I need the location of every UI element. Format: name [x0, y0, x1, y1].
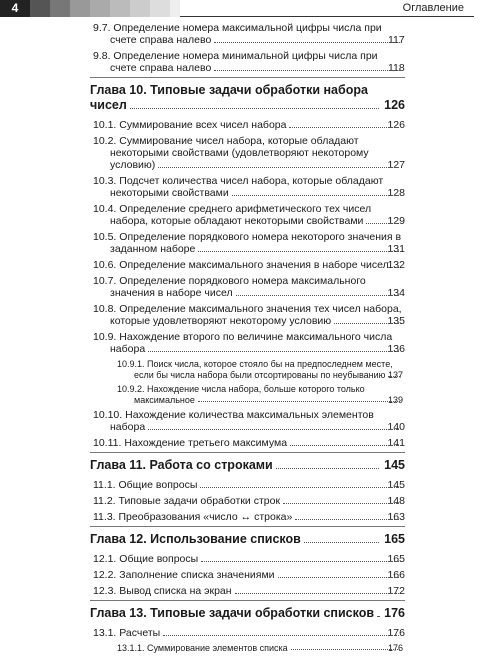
toc-entry-title: 10.11. Нахождение третьего максимума: [93, 437, 288, 449]
toc-section-entry: [0, 231, 500, 256]
toc-page-number: 145: [384, 458, 405, 472]
toc-section-entry: [0, 259, 500, 272]
toc-dot-leader: [366, 223, 399, 224]
toc-entry-title: 11.3. Преобразования «число ↔ строка»: [93, 511, 293, 523]
toc-entry-title: 11.2. Типовые задачи обработки строк: [93, 495, 281, 507]
chapter-separator: [90, 452, 405, 453]
toc-dot-leader: [235, 593, 400, 594]
header-rule: [180, 16, 474, 17]
toc-entry-title: 10.9. Нахождение второго по величине максимального числа набора: [93, 331, 393, 355]
toc-section-entry: [0, 585, 500, 598]
toc-section-entry: [0, 479, 500, 492]
toc-dot-leader: [201, 561, 399, 562]
toc-entry-title: 10.4. Определение среднего арифметического тех чисел набора, которые обладают некоторыми свойствами: [93, 203, 372, 227]
toc-dot-leader: [130, 108, 379, 109]
header-gradient-block: [50, 0, 70, 17]
toc-section-entry: [0, 495, 500, 508]
toc-section-entry: [0, 275, 500, 300]
header-gradient-block: [70, 0, 90, 17]
toc-subsubsection-entry: [0, 384, 500, 407]
toc-page-number: 118: [388, 62, 405, 74]
toc-page-number: 137: [388, 370, 404, 380]
toc-dot-leader: [198, 251, 399, 252]
toc-entry-title: 10.2. Суммирование чисел набора, которые обладают некоторыми свойствами (удовлетворяют некоторому условию): [93, 135, 369, 171]
toc-section-entry: [0, 553, 500, 566]
toc-section-entry: [0, 175, 500, 200]
toc-entry-title: Глава 10. Типовые задачи обработки набора чисел: [90, 83, 368, 112]
toc-entry-title: 12.2. Заполнение списка значениями: [93, 569, 275, 581]
toc-page-number: 135: [387, 315, 405, 327]
toc-chapter-entry: [0, 532, 500, 548]
toc-section-entry: [0, 303, 500, 328]
chapter-separator: [90, 526, 405, 527]
toc-page-number: 126: [384, 98, 405, 112]
toc-section-entry: [0, 22, 500, 47]
toc-section-entry: [0, 203, 500, 228]
table-of-contents: [0, 22, 500, 657]
toc-dot-leader: [295, 519, 399, 520]
toc-dot-leader: [334, 323, 399, 324]
toc-dot-leader: [200, 487, 399, 488]
toc-entry-title: 10.3. Подсчет количества чисел набора, которые обладают некоторыми свойствами: [93, 175, 384, 199]
toc-entry-title: 11.1. Общие вопросы: [93, 479, 198, 491]
toc-dot-leader: [158, 167, 399, 168]
toc-page-number: 166: [387, 569, 405, 581]
toc-page-number: 134: [387, 287, 405, 299]
toc-chapter-entry: [0, 606, 500, 622]
toc-dot-leader: [291, 649, 400, 650]
chapter-separator: [90, 600, 405, 601]
toc-section-entry: [0, 627, 500, 640]
toc-dot-leader: [214, 42, 400, 43]
toc-dot-leader: [290, 445, 399, 446]
toc-dot-leader: [289, 127, 399, 128]
header-gradient-block: [150, 0, 170, 17]
toc-entry-title: 10.5. Определение порядкового номера некоторого значения в заданном наборе: [93, 231, 402, 255]
toc-page-number: 176: [388, 643, 404, 653]
toc-entry-title: 10.9.2. Нахождение числа набора, больше которого только максимальное: [117, 384, 365, 405]
toc-section-entry: [0, 119, 500, 132]
toc-page-number: 140: [387, 421, 405, 433]
toc-entry-title: 10.6. Определение максимального значения в наборе чисел: [93, 259, 389, 271]
toc-page-number: 172: [387, 585, 405, 597]
toc-entry-title: Глава 12. Использование списков: [90, 532, 301, 546]
toc-dot-leader: [232, 195, 400, 196]
toc-dot-leader: [236, 295, 400, 296]
toc-page-number: 163: [387, 511, 405, 523]
toc-section-entry: [0, 331, 500, 356]
toc-page-number: 139: [388, 395, 404, 405]
toc-entry-title: Глава 11. Работа со строками: [90, 458, 273, 472]
toc-page-number: 165: [387, 553, 405, 565]
toc-page-number: 117: [388, 34, 405, 46]
page-number: 4: [0, 0, 30, 17]
toc-page-number: 148: [387, 495, 405, 507]
toc-dot-leader: [163, 635, 399, 636]
header-gradient-block: [90, 0, 110, 17]
toc-entry-title: 13.1. Расчеты: [93, 627, 161, 639]
toc-dot-leader: [148, 429, 399, 430]
toc-chapter-entry: [0, 83, 500, 114]
page-header: [0, 0, 500, 17]
toc-page-number: 165: [384, 532, 405, 546]
toc-section-entry: [0, 50, 500, 75]
toc-page-number: 132: [387, 259, 405, 271]
header-gradient-block: [130, 0, 150, 17]
toc-entry-title: 12.3. Вывод списка на экран: [93, 585, 232, 597]
toc-section-entry: [0, 135, 500, 172]
toc-dot-leader: [198, 401, 400, 402]
toc-page-number: 176: [384, 606, 405, 620]
toc-page-number: 131: [387, 243, 405, 255]
toc-entry-title: 10.7. Определение порядкового номера максимального значения в наборе чисел: [93, 275, 366, 299]
chapter-separator: [90, 77, 405, 78]
toc-entry-title: 10.1. Суммирование всех чисел набора: [93, 119, 287, 131]
toc-page-number: 145: [387, 479, 405, 491]
toc-page-number: 136: [387, 343, 405, 355]
toc-page-number: 141: [387, 437, 405, 449]
header-gradient-block: [170, 0, 180, 17]
toc-dot-leader: [214, 70, 400, 71]
toc-entry-title: 9.7. Определение номера максимальной цифры числа при счете справа налево: [93, 22, 382, 46]
toc-entry-title: 13.1.1. Суммирование элементов списка: [117, 643, 288, 653]
toc-entry-title: 10.9.1. Поиск числа, которое стояло бы на предпоследнем месте, если бы числа набора были отсортированы по неубыванию: [117, 359, 393, 380]
toc-dot-leader: [276, 468, 379, 469]
toc-dot-leader: [392, 267, 400, 268]
toc-entry-title: 10.10. Нахождение количества максимальных элементов набора: [93, 409, 374, 433]
toc-dot-leader: [388, 376, 400, 377]
toc-section-entry: [0, 511, 500, 524]
toc-page-number: 129: [387, 215, 405, 227]
header-title: Оглавление: [402, 2, 464, 14]
toc-section-entry: [0, 569, 500, 582]
toc-page-number: 126: [387, 119, 405, 131]
toc-entry-title: 10.8. Определение максимального значения тех чисел набора, которые удовлетворяют некоторому условию: [93, 303, 402, 327]
toc-subsubsection-entry: [0, 643, 500, 655]
toc-section-entry: [0, 409, 500, 434]
toc-dot-leader: [283, 503, 399, 504]
toc-entry-title: 9.8. Определение номера минимальной цифры числа при счете справа налево: [93, 50, 378, 74]
header-gradient-block: [110, 0, 130, 17]
toc-page-number: 128: [387, 187, 405, 199]
toc-subsubsection-entry: [0, 359, 500, 382]
toc-entry-title: 12.1. Общие вопросы: [93, 553, 199, 565]
toc-dot-leader: [148, 351, 399, 352]
toc-page-number: 176: [387, 627, 405, 639]
toc-dot-leader: [304, 542, 379, 543]
toc-section-entry: [0, 437, 500, 450]
header-gradient-block: [30, 0, 50, 17]
toc-dot-leader: [278, 577, 400, 578]
toc-dot-leader: [377, 616, 379, 617]
toc-entry-title: Глава 13. Типовые задачи обработки списков: [90, 606, 375, 620]
toc-chapter-entry: [0, 458, 500, 474]
toc-page-number: 127: [387, 159, 405, 171]
